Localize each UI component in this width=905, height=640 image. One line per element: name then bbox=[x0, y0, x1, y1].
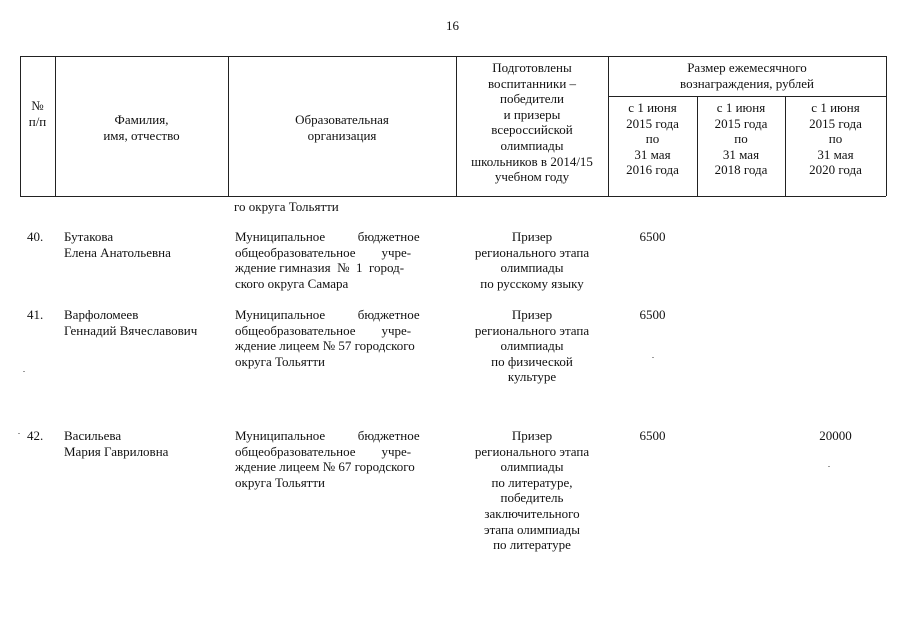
header-text: 31 мая bbox=[634, 146, 671, 162]
col-border-7 bbox=[886, 56, 887, 196]
achievement-line: Призер bbox=[511, 307, 553, 322]
name-line: Варфоломеев bbox=[64, 307, 139, 322]
achievement-line: этапа олимпиады bbox=[483, 521, 581, 537]
achievement-line: олимпиады bbox=[500, 338, 564, 354]
header-text: 31 мая bbox=[722, 146, 760, 162]
award-2020: 20000 bbox=[819, 428, 852, 443]
header-text: № bbox=[31, 98, 44, 113]
header-text: 2020 года bbox=[809, 162, 862, 178]
achievement-line: регионального этапа bbox=[474, 244, 590, 260]
header-bottom-border bbox=[20, 196, 886, 197]
name-line: Мария Гавриловна bbox=[64, 443, 169, 459]
achievement-line: по физической bbox=[491, 353, 573, 369]
scan-speck bbox=[652, 357, 654, 358]
header-text: всероссийской bbox=[491, 122, 573, 138]
header-text: 2015 года bbox=[626, 115, 679, 131]
row-name bbox=[64, 307, 234, 338]
award-2016: 6500 bbox=[639, 229, 666, 244]
achievement-line: регионального этапа bbox=[474, 443, 590, 459]
achievement-line: по литературе, bbox=[491, 474, 573, 490]
header-text: учебном году bbox=[494, 169, 570, 185]
achievement-line: заключительного bbox=[484, 505, 580, 521]
header-org bbox=[228, 112, 456, 143]
row-organization bbox=[235, 307, 449, 369]
scan-speck bbox=[828, 466, 830, 467]
row-name bbox=[64, 428, 229, 459]
header-text: 2015 года bbox=[714, 115, 768, 131]
row-organization bbox=[235, 428, 449, 490]
header-text: Подготовлены bbox=[492, 60, 572, 75]
header-period-2016 bbox=[608, 100, 697, 178]
org-line: ского округа Самара bbox=[235, 275, 349, 291]
header-text: и призеры bbox=[503, 106, 561, 122]
header-text: победители bbox=[500, 91, 564, 107]
header-period-2018 bbox=[697, 100, 785, 178]
org-line: Муниципальное бюджетное bbox=[235, 428, 420, 443]
org-line: округа Тольятти bbox=[235, 353, 326, 369]
row-number: 41. bbox=[27, 307, 44, 322]
achievement-line: олимпиады bbox=[500, 260, 564, 276]
header-text: по bbox=[828, 131, 843, 147]
org-line: Муниципальное бюджетное bbox=[235, 307, 420, 322]
scan-speck bbox=[23, 371, 25, 372]
header-text: 31 мая bbox=[817, 146, 854, 162]
org-line: общеобразовательное учре- bbox=[235, 244, 412, 260]
header-text: с 1 июня bbox=[811, 100, 860, 115]
org-line: Муниципальное бюджетное bbox=[235, 229, 420, 244]
name-line: Васильева bbox=[64, 428, 122, 443]
org-line: общеобразовательное учре- bbox=[235, 443, 412, 459]
header-text: школьников в 2014/15 bbox=[471, 153, 593, 169]
award-2016: 6500 bbox=[639, 307, 666, 322]
org-line: общеобразовательное учре- bbox=[235, 322, 412, 338]
org-line: ждение лицеем № 67 городского bbox=[235, 459, 415, 475]
header-fio bbox=[55, 112, 228, 143]
header-text: 2016 года bbox=[626, 162, 679, 178]
header-num bbox=[20, 98, 55, 129]
header-prepared bbox=[456, 60, 608, 185]
name-line: Елена Анатольевна bbox=[64, 244, 171, 260]
header-text: воспитанники – bbox=[487, 75, 577, 91]
header-top-border bbox=[20, 56, 886, 57]
row-number: 42. bbox=[27, 428, 44, 443]
org-line: ждение гимназия № 1 город- bbox=[235, 260, 405, 276]
name-line: Геннадий Вячеславович bbox=[64, 322, 198, 338]
row-achievement bbox=[456, 229, 608, 291]
header-text: 2015 года bbox=[809, 115, 862, 131]
award-2016: 6500 bbox=[639, 428, 666, 443]
org-line: ждение лицеем № 57 городского bbox=[235, 338, 415, 354]
row-number: 40. bbox=[27, 229, 44, 244]
achievement-line: Призер bbox=[511, 229, 553, 244]
header-text: по bbox=[645, 131, 660, 147]
row-achievement bbox=[456, 307, 608, 385]
achievement-line: по литературе bbox=[493, 537, 571, 553]
achievement-line: олимпиады bbox=[500, 459, 564, 475]
header-text: п/п bbox=[28, 113, 47, 129]
header-text: олимпиады bbox=[500, 137, 564, 153]
name-line: Бутакова bbox=[64, 229, 114, 244]
header-text: Размер ежемесячного bbox=[687, 60, 807, 75]
achievement-line: Призер bbox=[511, 428, 553, 443]
achievement-line: культуре bbox=[507, 369, 557, 385]
header-text: с 1 июня bbox=[628, 100, 677, 115]
header-text: по bbox=[734, 131, 748, 147]
row-name bbox=[64, 229, 229, 260]
header-period-2020 bbox=[785, 100, 886, 178]
header-text: Фамилия, bbox=[114, 112, 169, 127]
achievement-line: регионального этапа bbox=[474, 322, 590, 338]
page-number: 16 bbox=[446, 18, 459, 33]
header-text: Образовательная bbox=[295, 112, 389, 127]
header-text: организация bbox=[307, 127, 377, 143]
row-achievement bbox=[456, 428, 608, 553]
continuation-text: го округа Тольятти bbox=[234, 199, 339, 214]
scan-speck bbox=[18, 433, 20, 434]
achievement-line: по русскому языку bbox=[480, 275, 584, 291]
header-text: с 1 июня bbox=[716, 100, 766, 115]
header-text: имя, отчество bbox=[103, 127, 180, 143]
header-award-group bbox=[608, 60, 886, 91]
org-line: округа Тольятти bbox=[235, 474, 326, 490]
header-text: 2018 года bbox=[714, 162, 768, 178]
header-text: вознаграждения, рублей bbox=[680, 75, 814, 91]
row-organization bbox=[235, 229, 449, 291]
achievement-line: победитель bbox=[500, 490, 564, 506]
award-subheader-border bbox=[608, 96, 886, 97]
